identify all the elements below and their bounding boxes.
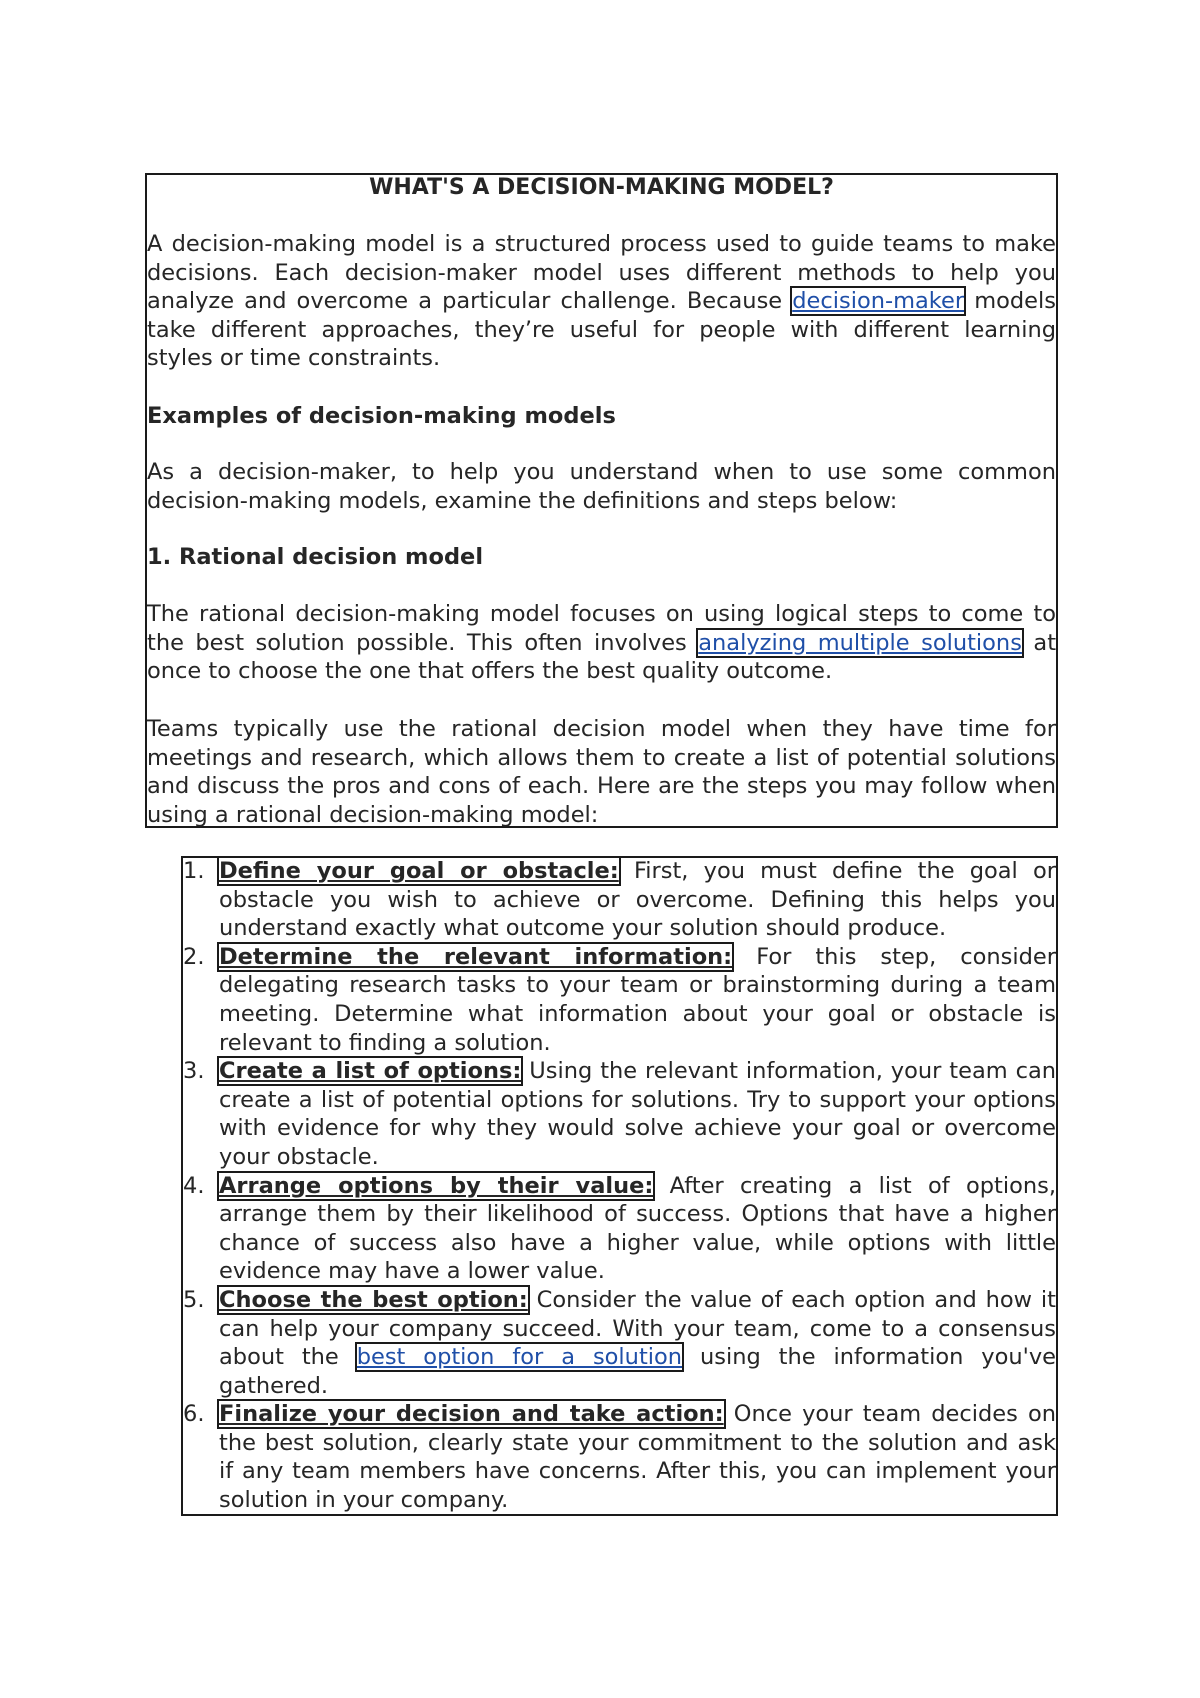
step-number: 4. [183,1172,205,1199]
step-text: For this step, consider delegating research tasks to your team or brainstorming during a team meeting. Determine what information about your goal or obstacle is relevant to finding a solution. [219,943,1056,1056]
step-text-b: using the information you've gathered. [219,1344,1056,1399]
model-text-b: at once to choose the one that offers the best quality outcome. [147,629,1057,685]
model-paragraph [147,600,1056,686]
model-paragraph-2: Teams typically use the rational decision model when they have time for meetings and research, which allows them to create a list of potential solutions and discuss the pros and cons of each. Here are the steps you may follow when using a rational decision-making model: [147,716,1056,828]
model-heading: 1. Rational decision model [147,544,484,570]
step-text: After creating a list of options, arrange them by their likelihood of success. Options that have a higher chance of success also have a higher value, while options with little evidence may have a lower value. [219,1172,1056,1285]
step-title: Create a list of options: [219,1058,522,1085]
steps-list [183,857,1056,1515]
best-option-link[interactable]: best option for a solution [356,1344,683,1371]
step-number: 5. [183,1286,205,1313]
step-title: Choose the best option: [219,1286,528,1313]
analyzing-multiple-solutions-link[interactable]: analyzing multiple solutions [698,629,1022,656]
step-title: Define your goal or obstacle: [219,858,619,884]
step-title: Arrange options by their value: [219,1172,654,1199]
intro-paragraph [147,230,1056,373]
step-number: 3. [183,1058,205,1085]
list-item [183,943,1056,1057]
examples-paragraph: As a decision-maker, to help you understand when to use some common decision-making models, examine the definitions and steps below: [147,459,1056,514]
step-title: Finalize your decision and take action: [219,1401,724,1428]
step-number: 2. [183,943,205,970]
step-number: 6. [183,1401,205,1428]
page-title: WHAT'S A DECISION-MAKING MODEL? [369,175,834,200]
list-item [183,1286,1056,1400]
step-text: Using the relevant information, your team can create a list of potential options for solutions. Try to support your options with evidence for why they would solve achieve your goal or overcome your obstacle. [219,1058,1056,1170]
intro-text-a: A decision-making model is a structured process used to guide teams to make decisions. Each decision-maker model uses different methods to help you analyze and overcome a particular challenge. Because [147,231,1056,315]
decision-maker-link[interactable]: decision-maker [792,288,965,315]
step-text: Once your team decides on the best solution, clearly state your commitment to the solution and ask if any team members have concerns. After this, you can implement your solution in your company. [219,1401,1057,1514]
examples-heading: Examples of decision-making models [147,403,616,429]
step-title: Determine the relevant information: [219,943,733,970]
step-number: 1. [183,858,205,884]
list-item [183,857,1056,943]
list-item [183,1172,1056,1286]
step-text: First, you must define the goal or obstacle you wish to achieve or overcome. Defining this helps you understand exactly what outcome your solution should produce. [219,858,1057,942]
intro-text-b: models take different approaches, they’re useful for people with different learning styles or time constraints. [147,288,1056,372]
model-text-a: The rational decision-making model focuses on using logical steps to come to the best solution possible. This often involves [147,601,1056,656]
list-item [183,1057,1056,1171]
step-text-a: Consider the value of each option and how it can help your company succeed. With your team, come to a consensus about the [219,1286,1056,1371]
list-item [183,1400,1056,1514]
